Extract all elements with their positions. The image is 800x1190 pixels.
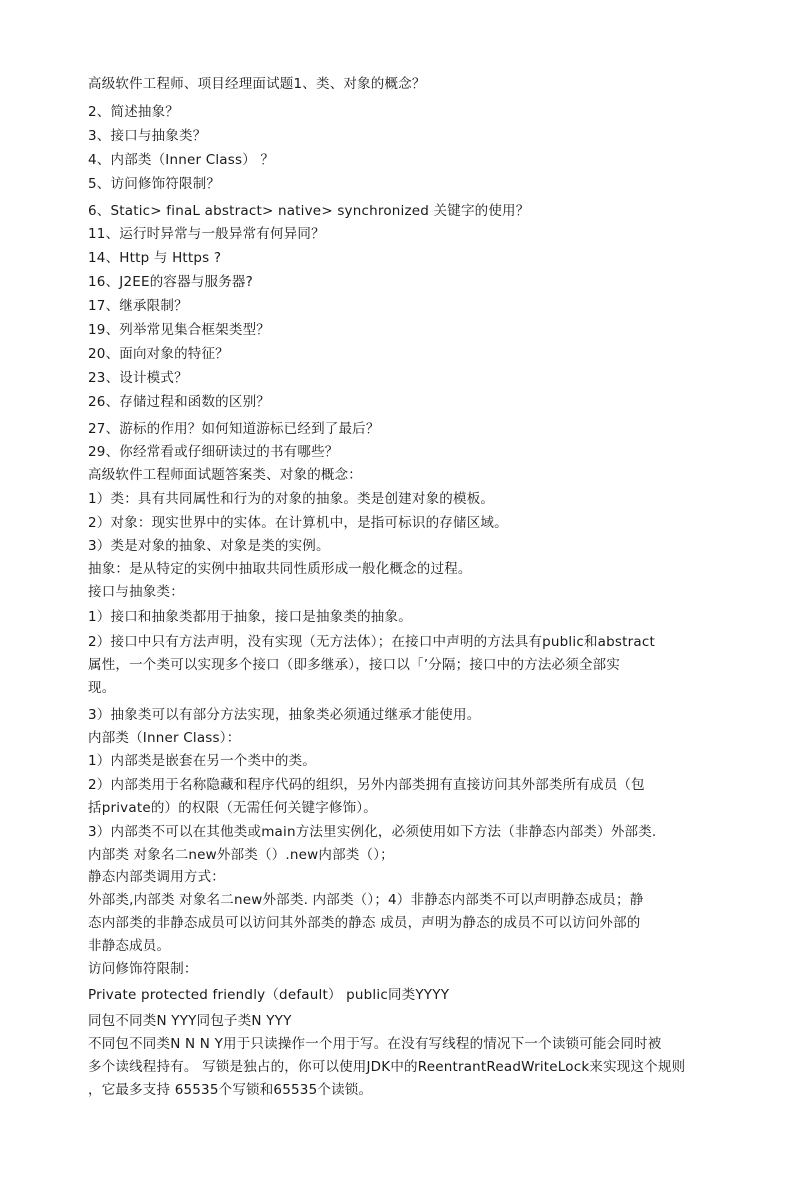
text-line: 20、面向对象的特征？: [88, 346, 229, 362]
text-line: 16、J2EE的容器与服务器?: [88, 274, 253, 290]
text-line: 1）类：具有共同属性和行为的对象的抽象。类是创建对象的模板。: [88, 491, 495, 507]
text-line: 26、存储过程和函数的区别？: [88, 394, 270, 410]
text-line: 不同包不同类N N N Y用于只读操作一个用于写。在没有写线程的情况下一个读锁可能会同时被: [88, 1036, 662, 1052]
text-line: 2、简述抽象？: [88, 104, 179, 120]
text-line: 高级软件工程师面试题答案类、对象的概念：: [88, 467, 362, 483]
text-line: 6、Static> finaL abstract> native> synchronized 关键字的使用？: [88, 203, 530, 219]
text-line: 3、接口与抽象类？: [88, 128, 207, 144]
text-line: 抽象：是从特定的实例中抽取共同性质形成一般化概念的过程。: [88, 561, 472, 577]
text-line: ，它最多支持 65535个写锁和65535个读锁。: [88, 1082, 373, 1098]
text-line: 高级软件工程师、项目经理面试题1、类、对象的概念？: [88, 76, 426, 92]
text-line: 外部类,内部类 对象名二new外部类. 内部类（）；4）非静态内部类不可以声明静态成员；静: [88, 892, 644, 908]
text-line: 多个读线程持有。 写锁是独占的，你可以使用JDK中的ReentrantReadWriteLock来实现这个规则: [88, 1059, 686, 1075]
text-line: 3）类是对象的抽象、对象是类的实例。: [88, 538, 330, 554]
text-line: 内部类 对象名二new外部类（）.new内部类（）；: [88, 847, 394, 863]
text-line: 2）对象：现实世界中的实体。在计算机中，是指可标识的存储区域。: [88, 515, 508, 531]
text-line: 属性，一个类可以实现多个接口（即多继承），接口以「’分隔；接口中的方法必须全部实: [88, 657, 621, 673]
text-line: 23、设计模式？: [88, 370, 188, 386]
text-line: 括private的）的权限（无需任何关键字修饰）。: [88, 800, 377, 816]
text-line: 接口与抽象类：: [88, 584, 184, 600]
text-line: 2）内部类用于名称隐藏和程序代码的组织，另外内部类拥有直接访问其外部类所有成员（包: [88, 777, 645, 793]
text-line: 27、游标的作用？如何知道游标已经到了最后？: [88, 421, 380, 437]
text-line: 4、内部类（Inner Class） ？: [88, 152, 275, 168]
text-line: 非静态成员。: [88, 938, 171, 954]
text-line: 1）内部类是嵌套在另一个类中的类。: [88, 753, 316, 769]
text-line: 5、访问修饰符限制？: [88, 176, 221, 192]
text-line: 访问修饰符限制：: [88, 961, 198, 977]
text-line: 同包不同类N YYY同包子类N YYY: [88, 1013, 292, 1029]
text-line: 2）接口中只有方法声明，没有实现（无方法体）；在接口中声明的方法具有public和abstract: [88, 634, 655, 650]
text-line: 3）内部类不可以在其他类或main方法里实例化，必须使用如下方法（非静态内部类）外部类.: [88, 824, 657, 840]
text-line: 19、列举常见集合框架类型？: [88, 322, 270, 338]
text-line: 14、Http 与 Https ?: [88, 250, 222, 266]
text-line: 11、运行时异常与一般异常有何异同？: [88, 226, 325, 242]
text-line: 现。: [88, 680, 116, 696]
text-line: 静态内部类调用方式：: [88, 869, 225, 885]
text-line: 17、继承限制？: [88, 298, 188, 314]
text-line: Private protected friendly（default） public同类YYYY: [88, 987, 450, 1003]
text-line: 29、你经常看或仔细研读过的书有哪些？: [88, 444, 339, 460]
text-line: 1）接口和抽象类都用于抽象，接口是抽象类的抽象。: [88, 609, 412, 625]
text-line: 3）抽象类可以有部分方法实现，抽象类必须通过继承才能使用。: [88, 707, 481, 723]
text-line: 内部类（Inner Class）：: [88, 730, 241, 746]
text-line: 态内部类的非静态成员可以访问其外部类的静态 成员，声明为静态的成员不可以访问外部的: [88, 915, 641, 931]
